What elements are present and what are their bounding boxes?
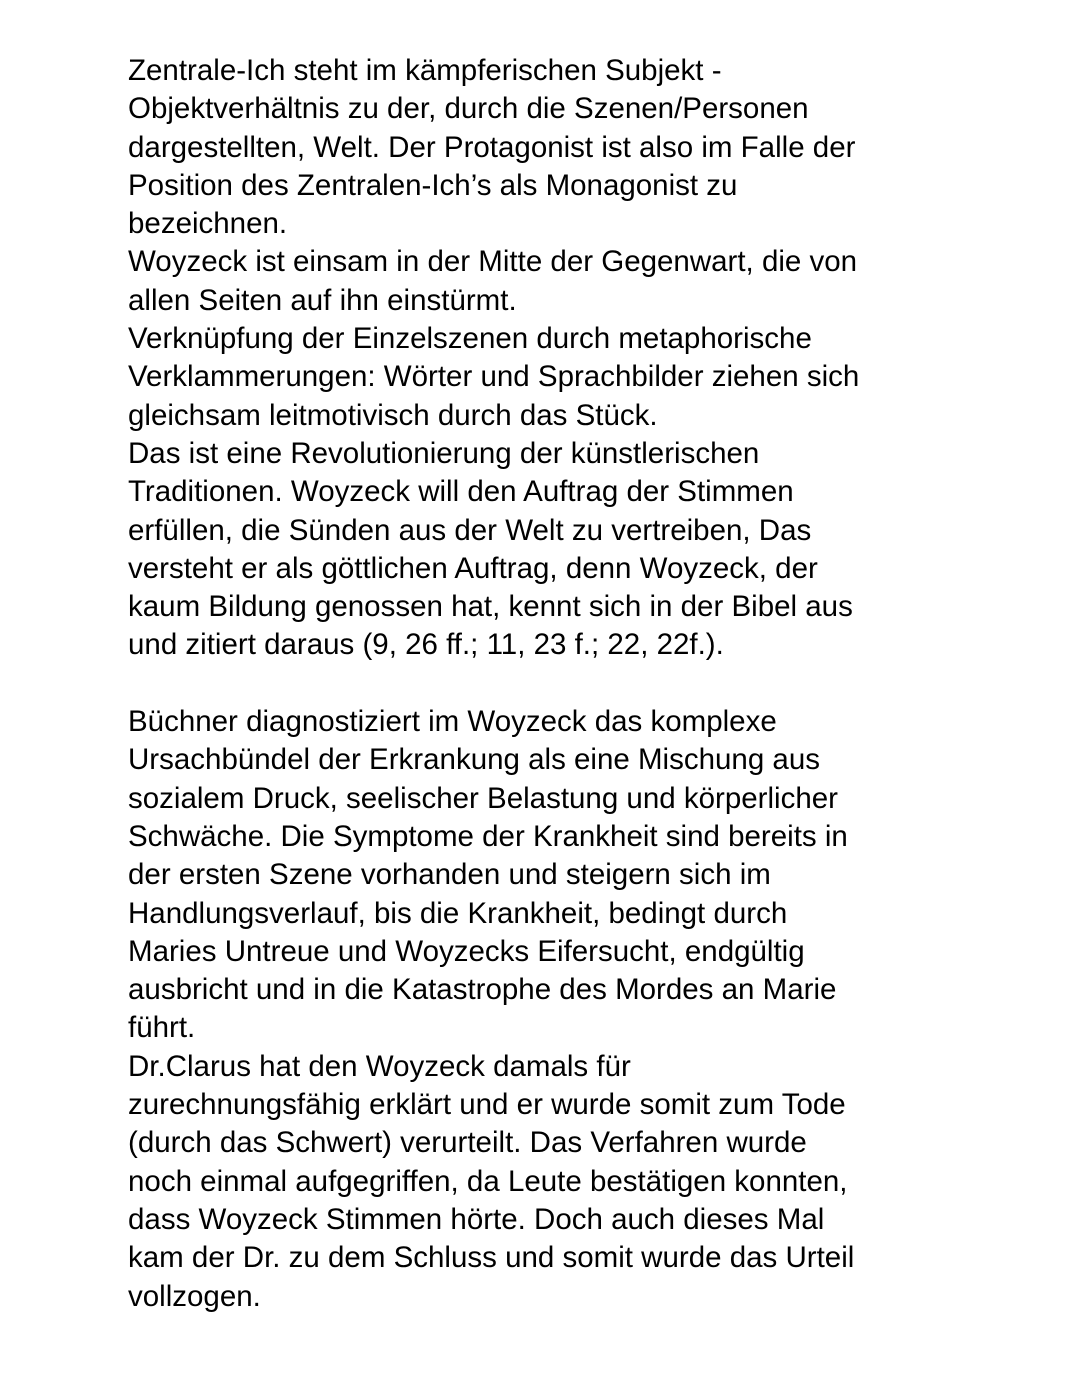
text-line: vollzogen. — [128, 1279, 261, 1313]
text-line: Objektverhältnis zu der, durch die Szenen/Personen — [128, 92, 809, 126]
text-line: (durch das Schwert) verurteilt. Das Verfahren wurde — [128, 1126, 807, 1160]
text-line: noch einmal aufgegriffen, da Leute bestätigen konnten, — [128, 1164, 848, 1198]
text-line: ausbricht und in die Katastrophe des Mordes an Marie — [128, 973, 837, 1007]
text-line: Maries Untreue und Woyzecks Eifersucht, endgültig — [128, 934, 805, 968]
document-page — [128, 52, 988, 1316]
text-block-1 — [128, 52, 988, 665]
text-line: erfüllen, die Sünden aus der Welt zu vertreiben, Das — [128, 513, 812, 547]
text-line: Schwäche. Die Symptome der Krankheit sind bereits in — [128, 819, 848, 853]
text-block-2 — [128, 703, 988, 1316]
text-line: Dr.Clarus hat den Woyzeck damals für — [128, 1049, 631, 1083]
text-line: versteht er als göttlichen Auftrag, denn Woyzeck, der — [128, 551, 818, 585]
text-line: Ursachbündel der Erkrankung als eine Mischung aus — [128, 743, 820, 777]
text-line: Das ist eine Revolutionierung der künstlerischen — [128, 436, 760, 470]
text-line: kam der Dr. zu dem Schluss und somit wurde das Urteil — [128, 1241, 855, 1275]
text-line: Verklammerungen: Wörter und Sprachbilder ziehen sich — [128, 360, 860, 394]
text-line: Position des Zentralen-Ich’s als Monagonist zu — [128, 168, 738, 202]
text-line: und zitiert daraus (9, 26 ff.; 11, 23 f.; 22, 22f.). — [128, 628, 724, 662]
text-line: Verknüpfung der Einzelszenen durch metaphorische — [128, 322, 812, 356]
text-line: Traditionen. Woyzeck will den Auftrag der Stimmen — [128, 475, 794, 509]
text-line: dargestellten, Welt. Der Protagonist ist also im Falle der — [128, 130, 856, 164]
text-line: zurechnungsfähig erklärt und er wurde somit zum Tode — [128, 1088, 846, 1122]
text-line: allen Seiten auf ihn einstürmt. — [128, 283, 517, 317]
paragraph-spacer — [128, 665, 988, 703]
text-line: Zentrale-Ich steht im kämpferischen Subjekt - — [128, 54, 722, 87]
text-line: kaum Bildung genossen hat, kennt sich in der Bibel aus — [128, 590, 853, 624]
text-line: gleichsam leitmotivisch durch das Stück. — [128, 398, 658, 432]
text-line: der ersten Szene vorhanden und steigern sich im — [128, 858, 771, 892]
text-line: dass Woyzeck Stimmen hörte. Doch auch dieses Mal — [128, 1202, 825, 1236]
text-line: Woyzeck ist einsam in der Mitte der Gegenwart, die von — [128, 245, 858, 279]
text-line: Handlungsverlauf, bis die Krankheit, bedingt durch — [128, 896, 788, 930]
text-line: sozialem Druck, seelischer Belastung und körperlicher — [128, 781, 838, 815]
text-line: Büchner diagnostiziert im Woyzeck das komplexe — [128, 705, 777, 739]
text-line: bezeichnen. — [128, 207, 288, 241]
text-line: führt. — [128, 1011, 196, 1045]
